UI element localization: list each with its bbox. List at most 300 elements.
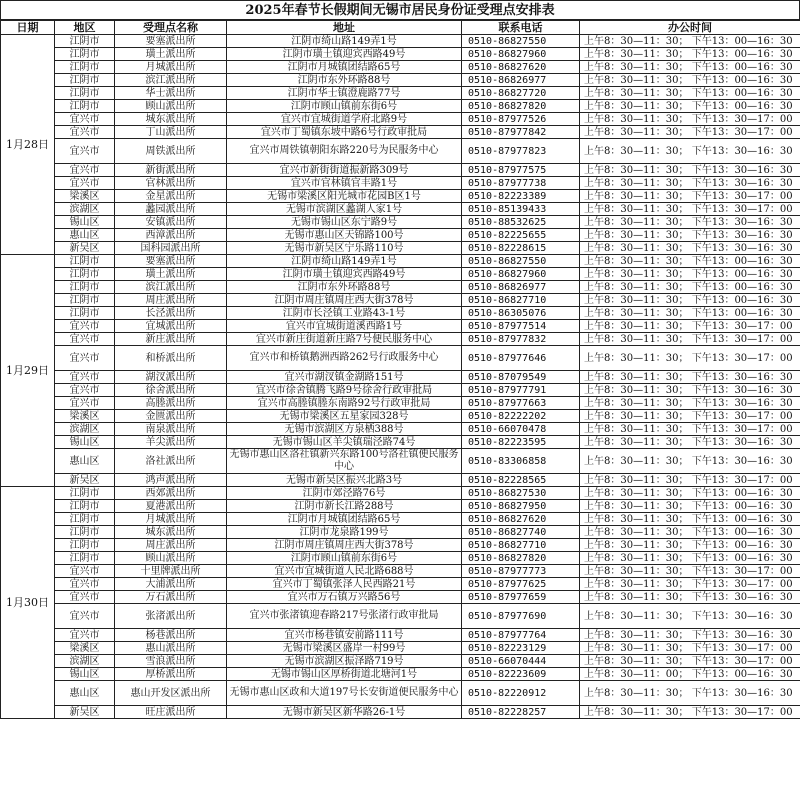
address-cell: 江阴市龙泉路199号 (227, 526, 462, 539)
table-row (1, 268, 800, 281)
area-cell: 江阴市 (55, 87, 115, 100)
address-cell: 无锡市锡山区东宁路9号 (227, 216, 462, 229)
table-row (1, 139, 800, 164)
area-cell: 宜兴市 (55, 565, 115, 578)
area-cell: 新吴区 (55, 706, 115, 719)
area-cell: 惠山区 (55, 681, 115, 706)
table-row (1, 423, 800, 436)
hours-cell: 上午8：30—11：30； 下午13：00—16：30 (580, 35, 800, 48)
area-cell: 宜兴市 (55, 164, 115, 177)
phone-cell: 0510-82222202 (462, 410, 580, 423)
phone-cell: 0510-86305076 (462, 307, 580, 320)
area-cell: 江阴市 (55, 513, 115, 526)
station-name-cell: 丁山派出所 (115, 126, 227, 139)
hours-cell: 上午8：30—11：30； 下午13：00—16：30 (580, 294, 800, 307)
area-cell: 新吴区 (55, 474, 115, 487)
station-name-cell: 大浦派出所 (115, 578, 227, 591)
date-cell: 1月30日 (1, 487, 55, 719)
table-row (1, 397, 800, 410)
address-cell: 无锡市新吴区新华路26-1号 (227, 706, 462, 719)
phone-cell: 0510-87079549 (462, 371, 580, 384)
table-row (1, 487, 800, 500)
table-row (1, 87, 800, 100)
hours-cell: 上午8：30—11：30； 下午13：30—17：00 (580, 423, 800, 436)
station-name-cell: 长泾派出所 (115, 307, 227, 320)
address-cell: 无锡市惠山区政和大道197号长安街道便民服务中心 (227, 681, 462, 706)
phone-cell: 0510-82223609 (462, 668, 580, 681)
station-name-cell: 新街派出所 (115, 164, 227, 177)
hours-cell: 上午8：30—11：30； 下午13：00—16：30 (580, 513, 800, 526)
area-cell: 江阴市 (55, 487, 115, 500)
hours-cell: 上午8：30—11：30； 下午13：00—16：30 (580, 255, 800, 268)
table-row (1, 629, 800, 642)
date-cell: 1月29日 (1, 255, 55, 487)
address-cell: 宜兴市丁蜀镇东坡中路6号行政审批局 (227, 126, 462, 139)
phone-cell: 0510-86827960 (462, 268, 580, 281)
station-name-cell: 洛社派出所 (115, 449, 227, 474)
address-cell: 宜兴市杨巷镇安前路111号 (227, 629, 462, 642)
phone-cell: 0510-86827550 (462, 35, 580, 48)
station-name-cell: 滨江派出所 (115, 74, 227, 87)
table-row (1, 164, 800, 177)
station-name-cell: 厚桥派出所 (115, 668, 227, 681)
station-name-cell: 湖汊派出所 (115, 371, 227, 384)
station-name-cell: 顾山派出所 (115, 552, 227, 565)
hours-cell: 上午8：30—11：30； 下午13：30—16：30 (580, 397, 800, 410)
phone-cell: 0510-82228257 (462, 706, 580, 719)
table-row (1, 320, 800, 333)
station-name-cell: 十里牌派出所 (115, 565, 227, 578)
address-cell: 宜兴市高塍镇塍东南路92号行政审批局 (227, 397, 462, 410)
phone-cell: 0510-87977842 (462, 126, 580, 139)
area-cell: 锡山区 (55, 216, 115, 229)
table-row (1, 604, 800, 629)
address-cell: 宜兴市官林镇官丰路1号 (227, 177, 462, 190)
address-cell: 无锡市滨湖区方泉栖388号 (227, 423, 462, 436)
hours-cell: 上午8：30—11：30； 下午13：00—16：30 (580, 61, 800, 74)
hours-cell: 上午8：30—11：30； 下午13：30—16：30 (580, 629, 800, 642)
hours-cell: 上午8：30—11：30； 下午13：30—16：30 (580, 177, 800, 190)
hours-cell: 上午8：30—11：30； 下午13：00—16：30 (580, 487, 800, 500)
phone-cell: 0510-86826977 (462, 74, 580, 87)
table-row (1, 307, 800, 320)
hours-cell: 上午8：30—11：30； 下午13：30—16：30 (580, 229, 800, 242)
table-row (1, 552, 800, 565)
address-cell: 宜兴市宜城街道溪西路1号 (227, 320, 462, 333)
station-name-cell: 鸿声派出所 (115, 474, 227, 487)
address-cell: 江阴市月城镇团结路65号 (227, 61, 462, 74)
area-cell: 惠山区 (55, 449, 115, 474)
phone-cell: 0510-87977738 (462, 177, 580, 190)
address-cell: 无锡市新吴区振兴北路3号 (227, 474, 462, 487)
address-cell: 江阴市周庄镇周庄西大街378号 (227, 294, 462, 307)
address-cell: 宜兴市宜城街道人民北路688号 (227, 565, 462, 578)
hours-cell: 上午8：30—11：30； 下午13：00—16：30 (580, 87, 800, 100)
station-name-cell: 羊尖派出所 (115, 436, 227, 449)
area-cell: 宜兴市 (55, 397, 115, 410)
area-cell: 宜兴市 (55, 384, 115, 397)
station-name-cell: 滨江派出所 (115, 281, 227, 294)
address-cell: 宜兴市宜城街道学府北路9号 (227, 113, 462, 126)
header-name: 受理点名称 (115, 21, 227, 35)
area-cell: 宜兴市 (55, 177, 115, 190)
hours-cell: 上午8：30—11：30； 下午13：30—16：30 (580, 449, 800, 474)
hours-cell: 上午8：30—11：30； 下午13：30—17：00 (580, 113, 800, 126)
address-cell: 江阴市月城镇团结路65号 (227, 513, 462, 526)
address-cell: 无锡市梁溪区阳光城市花园B区1号 (227, 190, 462, 203)
address-cell: 江阴市绮山路149弄1号 (227, 35, 462, 48)
station-name-cell: 要塞派出所 (115, 35, 227, 48)
station-name-cell: 夏港派出所 (115, 500, 227, 513)
table-row (1, 655, 800, 668)
station-name-cell: 官林派出所 (115, 177, 227, 190)
phone-cell: 0510-82228615 (462, 242, 580, 255)
table-row (1, 216, 800, 229)
area-cell: 锡山区 (55, 668, 115, 681)
header-row (1, 21, 800, 35)
table-row (1, 384, 800, 397)
table-row (1, 513, 800, 526)
address-cell: 无锡市梁溪区盛岸一村99号 (227, 642, 462, 655)
address-cell: 宜兴市万石镇万兴路56号 (227, 591, 462, 604)
phone-cell: 0510-86827620 (462, 61, 580, 74)
station-name-cell: 西郊派出所 (115, 487, 227, 500)
table-row (1, 371, 800, 384)
station-name-cell: 惠山开发区派出所 (115, 681, 227, 706)
station-name-cell: 新庄派出所 (115, 333, 227, 346)
hours-cell: 上午8：30—11：30； 下午13：30—17：00 (580, 578, 800, 591)
phone-cell: 0510-82225655 (462, 229, 580, 242)
phone-cell: 0510-85139433 (462, 203, 580, 216)
hours-cell: 上午8：30—11：30； 下午13：00—16：30 (580, 526, 800, 539)
phone-cell: 0510-86827960 (462, 48, 580, 61)
hours-cell: 上午8：30—11：30； 下午13：00—16：30 (580, 268, 800, 281)
phone-cell: 0510-87977663 (462, 397, 580, 410)
phone-cell: 0510-82223389 (462, 190, 580, 203)
phone-cell: 0510-87977832 (462, 333, 580, 346)
table-row (1, 539, 800, 552)
station-name-cell: 张渚派出所 (115, 604, 227, 629)
table-row (1, 681, 800, 706)
station-name-cell: 月城派出所 (115, 513, 227, 526)
table-row (1, 346, 800, 371)
address-cell: 江阴市周庄镇周庄西大街378号 (227, 539, 462, 552)
phone-cell: 0510-87977526 (462, 113, 580, 126)
address-cell: 宜兴市新街街道振新路309号 (227, 164, 462, 177)
table-row (1, 100, 800, 113)
area-cell: 江阴市 (55, 294, 115, 307)
phone-cell: 0510-87977690 (462, 604, 580, 629)
table-row (1, 526, 800, 539)
area-cell: 宜兴市 (55, 591, 115, 604)
station-name-cell: 宜城派出所 (115, 320, 227, 333)
hours-cell: 上午8：30—11：30； 下午13：00—16：30 (580, 539, 800, 552)
area-cell: 梁溪区 (55, 190, 115, 203)
table-row (1, 436, 800, 449)
header-phone: 联系电话 (462, 21, 580, 35)
hours-cell: 上午8：30—11：30； 下午13：30—17：00 (580, 655, 800, 668)
station-name-cell: 杨巷派出所 (115, 629, 227, 642)
hours-cell: 上午8：30—11：30； 下午13：30—16：30 (580, 139, 800, 164)
area-cell: 江阴市 (55, 268, 115, 281)
hours-cell: 上午8：30—11：30； 下午13：30—17：00 (580, 706, 800, 719)
station-name-cell: 周庄派出所 (115, 294, 227, 307)
area-cell: 江阴市 (55, 307, 115, 320)
area-cell: 滨湖区 (55, 203, 115, 216)
hours-cell: 上午8：30—11：30； 下午13：00—16：30 (580, 281, 800, 294)
station-name-cell: 万石派出所 (115, 591, 227, 604)
address-cell: 无锡市滨湖区蠡湖人家1号 (227, 203, 462, 216)
hours-cell: 上午8：30—11：30； 下午13：00—16：30 (580, 500, 800, 513)
table-row (1, 203, 800, 216)
area-cell: 宜兴市 (55, 629, 115, 642)
area-cell: 江阴市 (55, 281, 115, 294)
station-name-cell: 金匮派出所 (115, 410, 227, 423)
hours-cell: 上午8：30—11：30； 下午13：00—16：30 (580, 100, 800, 113)
address-cell: 宜兴市丁蜀镇张泽人民西路21号 (227, 578, 462, 591)
phone-cell: 0510-87977646 (462, 346, 580, 371)
address-cell: 江阴市顾山镇前东街6号 (227, 100, 462, 113)
address-cell: 无锡市滨湖区振泽路719号 (227, 655, 462, 668)
hours-cell: 上午8：30—11：30； 下午13：30—16：30 (580, 604, 800, 629)
phone-cell: 0510-82223129 (462, 642, 580, 655)
address-cell: 无锡市新吴区宁乐路110号 (227, 242, 462, 255)
address-cell: 宜兴市新庄街道新庄路7号便民服务中心 (227, 333, 462, 346)
phone-cell: 0510-86827820 (462, 552, 580, 565)
table-row (1, 474, 800, 487)
table-row (1, 591, 800, 604)
station-name-cell: 华士派出所 (115, 87, 227, 100)
hours-cell: 上午8：30—11：30； 下午13：30—17：00 (580, 333, 800, 346)
address-cell: 宜兴市张渚镇迎春路217号张渚行政审批局 (227, 604, 462, 629)
station-name-cell: 旺庄派出所 (115, 706, 227, 719)
phone-cell: 0510-86827710 (462, 294, 580, 307)
table-row (1, 255, 800, 268)
table-row (1, 706, 800, 719)
station-name-cell: 城东派出所 (115, 526, 227, 539)
table-row (1, 668, 800, 681)
header-area: 地区 (55, 21, 115, 35)
hours-cell: 上午8：30—11：30； 下午13：30—17：00 (580, 642, 800, 655)
table-row (1, 190, 800, 203)
table-row (1, 449, 800, 474)
header-address: 地址 (227, 21, 462, 35)
area-cell: 宜兴市 (55, 371, 115, 384)
hours-cell: 上午8：30—11：30； 下午13：00—16：30 (580, 307, 800, 320)
address-cell: 无锡市梁溪区五星家园328号 (227, 410, 462, 423)
table-row (1, 565, 800, 578)
area-cell: 滨湖区 (55, 423, 115, 436)
station-name-cell: 国科园派出所 (115, 242, 227, 255)
table-row (1, 642, 800, 655)
station-name-cell: 和桥派出所 (115, 346, 227, 371)
table-row (1, 61, 800, 74)
phone-cell: 0510-87977625 (462, 578, 580, 591)
phone-cell: 0510-86827720 (462, 87, 580, 100)
area-cell: 宜兴市 (55, 113, 115, 126)
address-cell: 宜兴市和桥镇鹅洲西路262号行政服务中心 (227, 346, 462, 371)
hours-cell: 上午8：30—11：30； 下午13：00—16：30 (580, 552, 800, 565)
address-cell: 无锡市锡山区羊尖镇瑞泾路74号 (227, 436, 462, 449)
header-date: 日期 (1, 21, 55, 35)
phone-cell: 0510-86827740 (462, 526, 580, 539)
table-row (1, 126, 800, 139)
area-cell: 宜兴市 (55, 320, 115, 333)
station-name-cell: 西漳派出所 (115, 229, 227, 242)
hours-cell: 上午8：30—11：30； 下午13：30—16：30 (580, 681, 800, 706)
area-cell: 江阴市 (55, 35, 115, 48)
phone-cell: 0510-82228565 (462, 474, 580, 487)
table-row (1, 410, 800, 423)
phone-cell: 0510-87977773 (462, 565, 580, 578)
table-row (1, 294, 800, 307)
station-name-cell: 高塍派出所 (115, 397, 227, 410)
hours-cell: 上午8：30—11：30； 下午13：30—17：00 (580, 346, 800, 371)
phone-cell: 0510-86827710 (462, 539, 580, 552)
station-name-cell: 徐舍派出所 (115, 384, 227, 397)
hours-cell: 上午8：30—11：30； 下午13：30—16：30 (580, 384, 800, 397)
table-row (1, 113, 800, 126)
phone-cell: 0510-86827820 (462, 100, 580, 113)
station-name-cell: 周铁派出所 (115, 139, 227, 164)
address-cell: 江阴市东外环路88号 (227, 281, 462, 294)
phone-cell: 0510-87977823 (462, 139, 580, 164)
date-cell: 1月28日 (1, 35, 55, 255)
address-cell: 江阴市长泾镇工业路43-1号 (227, 307, 462, 320)
hours-cell: 上午8：30—11：30； 下午13：30—17：00 (580, 190, 800, 203)
area-cell: 锡山区 (55, 436, 115, 449)
hours-cell: 上午8：30—11：30； 下午13：30—17：00 (580, 126, 800, 139)
station-name-cell: 璜土派出所 (115, 48, 227, 61)
area-cell: 宜兴市 (55, 126, 115, 139)
area-cell: 宜兴市 (55, 578, 115, 591)
hours-cell: 上午8：30—11：30； 下午13：30—17：00 (580, 320, 800, 333)
table-row (1, 500, 800, 513)
hours-cell: 上午8：30—11：30； 下午13：30—17：00 (580, 410, 800, 423)
table-row (1, 74, 800, 87)
phone-cell: 0510-87977514 (462, 320, 580, 333)
station-name-cell: 雪浪派出所 (115, 655, 227, 668)
address-cell: 江阴市东外环路88号 (227, 74, 462, 87)
table-row (1, 242, 800, 255)
area-cell: 江阴市 (55, 100, 115, 113)
station-name-cell: 惠山派出所 (115, 642, 227, 655)
station-name-cell: 月城派出所 (115, 61, 227, 74)
area-cell: 新吴区 (55, 242, 115, 255)
hours-cell: 上午8：30—11：30； 下午13：00—16：30 (580, 74, 800, 87)
address-cell: 江阴市璜土镇迎宾西路49号 (227, 48, 462, 61)
area-cell: 宜兴市 (55, 604, 115, 629)
area-cell: 梁溪区 (55, 642, 115, 655)
hours-cell: 上午8：30—11：30； 下午13：30—17：00 (580, 474, 800, 487)
address-cell: 无锡市锡山区厚桥街道北塘河1号 (227, 668, 462, 681)
phone-cell: 0510-87977659 (462, 591, 580, 604)
phone-cell: 0510-82220912 (462, 681, 580, 706)
address-cell: 江阴市绮山路149弄1号 (227, 255, 462, 268)
area-cell: 江阴市 (55, 255, 115, 268)
area-cell: 江阴市 (55, 61, 115, 74)
station-name-cell: 周庄派出所 (115, 539, 227, 552)
hours-cell: 上午8：30—11：30； 下午13：30—16：30 (580, 164, 800, 177)
phone-cell: 0510-86827950 (462, 500, 580, 513)
phone-cell: 0510-88532625 (462, 216, 580, 229)
hours-cell: 上午8：30—11：00； 下午13：00—16：30 (580, 668, 800, 681)
station-name-cell: 安镇派出所 (115, 216, 227, 229)
table-row (1, 578, 800, 591)
area-cell: 江阴市 (55, 539, 115, 552)
phone-cell: 0510-83306858 (462, 449, 580, 474)
station-name-cell: 城东派出所 (115, 113, 227, 126)
area-cell: 宜兴市 (55, 139, 115, 164)
address-cell: 江阴市顾山镇前东街6号 (227, 552, 462, 565)
header-hours: 办公时间 (580, 21, 800, 35)
table-row (1, 35, 800, 48)
table-row (1, 177, 800, 190)
table-body (1, 35, 800, 719)
phone-cell: 0510-82223595 (462, 436, 580, 449)
phone-cell: 0510-87977575 (462, 164, 580, 177)
station-name-cell: 南泉派出所 (115, 423, 227, 436)
table-row (1, 48, 800, 61)
address-cell: 江阴市郊泾路76号 (227, 487, 462, 500)
hours-cell: 上午8：30—11：30； 下午13：30—16：30 (580, 591, 800, 604)
address-cell: 江阴市璜土镇迎宾西路49号 (227, 268, 462, 281)
table-title: 2025年春节长假期间无锡市居民身份证受理点安排表 (0, 0, 800, 20)
phone-cell: 0510-86826977 (462, 281, 580, 294)
phone-cell: 0510-66070444 (462, 655, 580, 668)
hours-cell: 上午8：30—11：30； 下午13：30—16：30 (580, 242, 800, 255)
phone-cell: 0510-86827530 (462, 487, 580, 500)
station-name-cell: 要塞派出所 (115, 255, 227, 268)
station-name-cell: 顾山派出所 (115, 100, 227, 113)
phone-cell: 0510-86827620 (462, 513, 580, 526)
area-cell: 江阴市 (55, 552, 115, 565)
table-row (1, 229, 800, 242)
hours-cell: 上午8：30—11：30； 下午13：30—16：30 (580, 436, 800, 449)
phone-cell: 0510-86827550 (462, 255, 580, 268)
area-cell: 宜兴市 (55, 346, 115, 371)
hours-cell: 上午8：30—11：30； 下午13：00—16：30 (580, 48, 800, 61)
area-cell: 江阴市 (55, 74, 115, 87)
station-name-cell: 蠡园派出所 (115, 203, 227, 216)
area-cell: 惠山区 (55, 229, 115, 242)
station-name-cell: 璜土派出所 (115, 268, 227, 281)
area-cell: 梁溪区 (55, 410, 115, 423)
address-cell: 宜兴市徐舍镇腾飞路9号徐舍行政审批局 (227, 384, 462, 397)
phone-cell: 0510-87977764 (462, 629, 580, 642)
hours-cell: 上午8：30—11：30； 下午13：30—17：00 (580, 203, 800, 216)
hours-cell: 上午8：30—11：30； 下午13：30—16：30 (580, 371, 800, 384)
area-cell: 江阴市 (55, 500, 115, 513)
phone-cell: 0510-66070478 (462, 423, 580, 436)
phone-cell: 0510-87977791 (462, 384, 580, 397)
hours-cell: 上午8：30—11：30； 下午13：30—16：30 (580, 216, 800, 229)
hours-cell: 上午8：30—11：30； 下午13：30—17：00 (580, 565, 800, 578)
area-cell: 江阴市 (55, 48, 115, 61)
address-cell: 宜兴市湖汊镇金湖路151号 (227, 371, 462, 384)
address-cell: 江阴市华士镇澄鹿路77号 (227, 87, 462, 100)
area-cell: 宜兴市 (55, 333, 115, 346)
area-cell: 滨湖区 (55, 655, 115, 668)
schedule-table (0, 20, 800, 719)
address-cell: 宜兴市周铁镇朝阳东路220号为民服务中心 (227, 139, 462, 164)
address-cell: 无锡市惠山区洛社镇新兴东路100号洛社镇便民服务中心 (227, 449, 462, 474)
area-cell: 江阴市 (55, 526, 115, 539)
address-cell: 无锡市惠山区天锦路100号 (227, 229, 462, 242)
table-row (1, 333, 800, 346)
table-row (1, 281, 800, 294)
station-name-cell: 金星派出所 (115, 190, 227, 203)
